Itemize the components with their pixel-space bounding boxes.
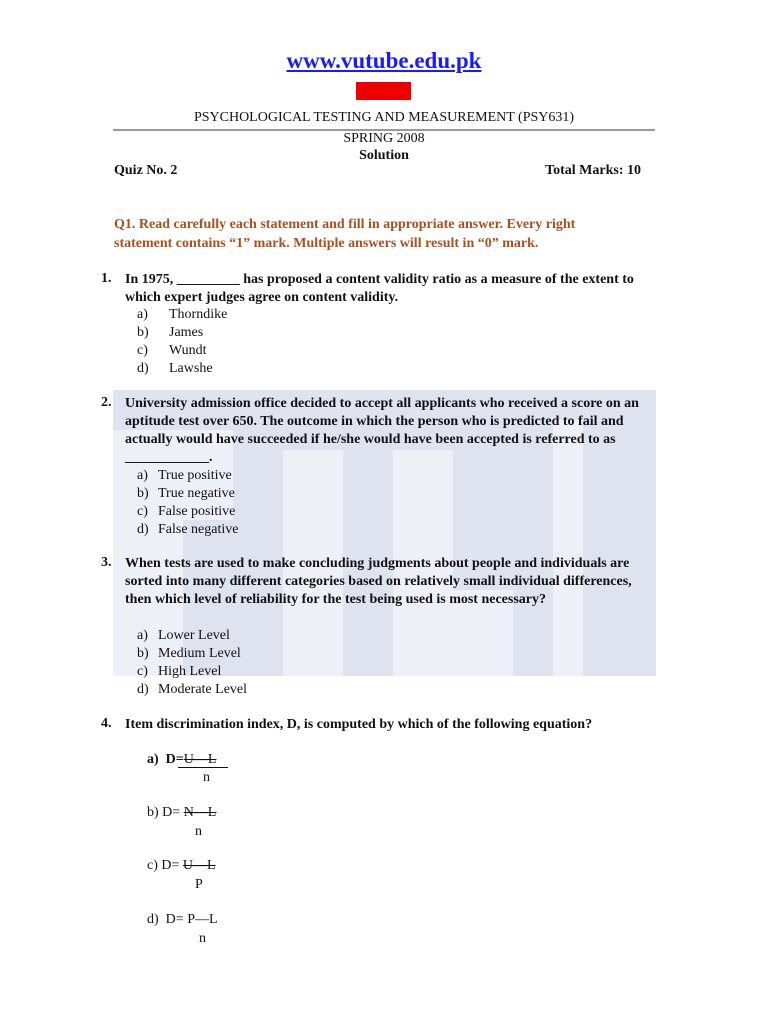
option-letter: d) bbox=[137, 682, 149, 697]
option-letter: b) bbox=[137, 486, 149, 501]
option-text: False positive bbox=[158, 504, 236, 519]
option bbox=[137, 324, 203, 342]
option bbox=[137, 521, 238, 539]
option-text: Thorndike bbox=[169, 307, 228, 322]
option-letter: b) bbox=[137, 325, 149, 340]
option-text: James bbox=[169, 325, 204, 340]
option-text: False negative bbox=[158, 522, 239, 537]
question-text: When tests are used to make concluding judgments about people and individuals are sorted into many different categories based on relatively small individual differences, then which level of reliability for the test being used is most necessary? bbox=[125, 556, 632, 607]
formula-numerator: N—L bbox=[183, 805, 217, 820]
formula-numerator: P—L bbox=[187, 912, 218, 927]
formula-option bbox=[147, 805, 216, 821]
option bbox=[137, 342, 207, 360]
option bbox=[137, 663, 221, 681]
solution-heading: Solution bbox=[359, 148, 409, 163]
formula-denominator: n bbox=[195, 824, 202, 839]
instructions: Q1. Read carefully each statement and fill in appropriate answer. Every right statement contains “1” mark. Multiple answers will result in “0” mark. bbox=[114, 217, 576, 251]
formula-option bbox=[147, 858, 216, 874]
formula-lhs: D= bbox=[161, 858, 180, 873]
question-number: 1. bbox=[101, 271, 112, 286]
formula-lhs: D= bbox=[165, 752, 184, 767]
quiz-number: Quiz No. 2 bbox=[114, 163, 178, 178]
formula-lhs: D= bbox=[162, 805, 181, 820]
formula-numerator: U—L bbox=[182, 858, 216, 873]
option-letter: d) bbox=[137, 361, 149, 376]
red-banner-block bbox=[356, 82, 411, 100]
option bbox=[137, 360, 213, 378]
question-number: 2. bbox=[101, 395, 112, 410]
option-text: True positive bbox=[158, 468, 232, 483]
option bbox=[137, 681, 247, 699]
semester: SPRING 2008 bbox=[343, 131, 425, 146]
question-text: In 1975, _________ has proposed a content validity ratio as a measure of the extent to which expert judges agree on content validity. bbox=[125, 272, 634, 305]
option-letter: a) bbox=[137, 307, 148, 322]
formula-denominator: n bbox=[203, 770, 210, 785]
option bbox=[137, 645, 241, 663]
option bbox=[137, 485, 235, 503]
option-text: Medium Level bbox=[158, 646, 241, 661]
option-text: Wundt bbox=[169, 343, 207, 358]
formula-option bbox=[147, 752, 216, 768]
option-letter: a) bbox=[137, 628, 148, 643]
option-text: Lawshe bbox=[169, 361, 213, 376]
option-text: Moderate Level bbox=[158, 682, 248, 697]
course-title: PSYCHOLOGICAL TESTING AND MEASUREMENT (PSY631) bbox=[193, 110, 575, 125]
formula-denominator: P bbox=[195, 877, 203, 892]
option-text: Lower Level bbox=[158, 628, 230, 643]
question-text: University admission office decided to accept all applicants who received a score on an aptitude test over 650. The outcome in which the person who is predicted to fail and actually would have succeeded if he/she would have been accepted is referred to as ____________. bbox=[125, 396, 639, 465]
option bbox=[137, 306, 227, 324]
option-letter: b) bbox=[147, 805, 159, 820]
formula-denominator: n bbox=[199, 931, 206, 946]
option-letter: b) bbox=[137, 646, 149, 661]
option bbox=[137, 503, 235, 521]
site-link[interactable]: www.vutube.edu.pk bbox=[286, 48, 482, 73]
option-text: High Level bbox=[158, 664, 222, 679]
option-text: True negative bbox=[158, 486, 235, 501]
option-letter: d) bbox=[147, 912, 159, 927]
option-letter: c) bbox=[137, 504, 148, 519]
option bbox=[137, 627, 230, 645]
formula-option bbox=[147, 912, 218, 928]
option bbox=[137, 467, 232, 485]
total-marks: Total Marks: 10 bbox=[545, 163, 641, 178]
question-number: 4. bbox=[101, 716, 112, 731]
option-letter: c) bbox=[137, 343, 148, 358]
option-letter: a) bbox=[147, 752, 159, 767]
option-letter: c) bbox=[147, 858, 158, 873]
question-number: 3. bbox=[101, 555, 112, 570]
option-letter: d) bbox=[137, 522, 149, 537]
fraction-bar bbox=[178, 767, 228, 768]
formula-numerator: U—L bbox=[183, 752, 217, 767]
option-letter: c) bbox=[137, 664, 148, 679]
question-text: Item discrimination index, D, is computed by which of the following equation? bbox=[125, 717, 593, 732]
formula-lhs: D= bbox=[165, 912, 184, 927]
option-letter: a) bbox=[137, 468, 148, 483]
